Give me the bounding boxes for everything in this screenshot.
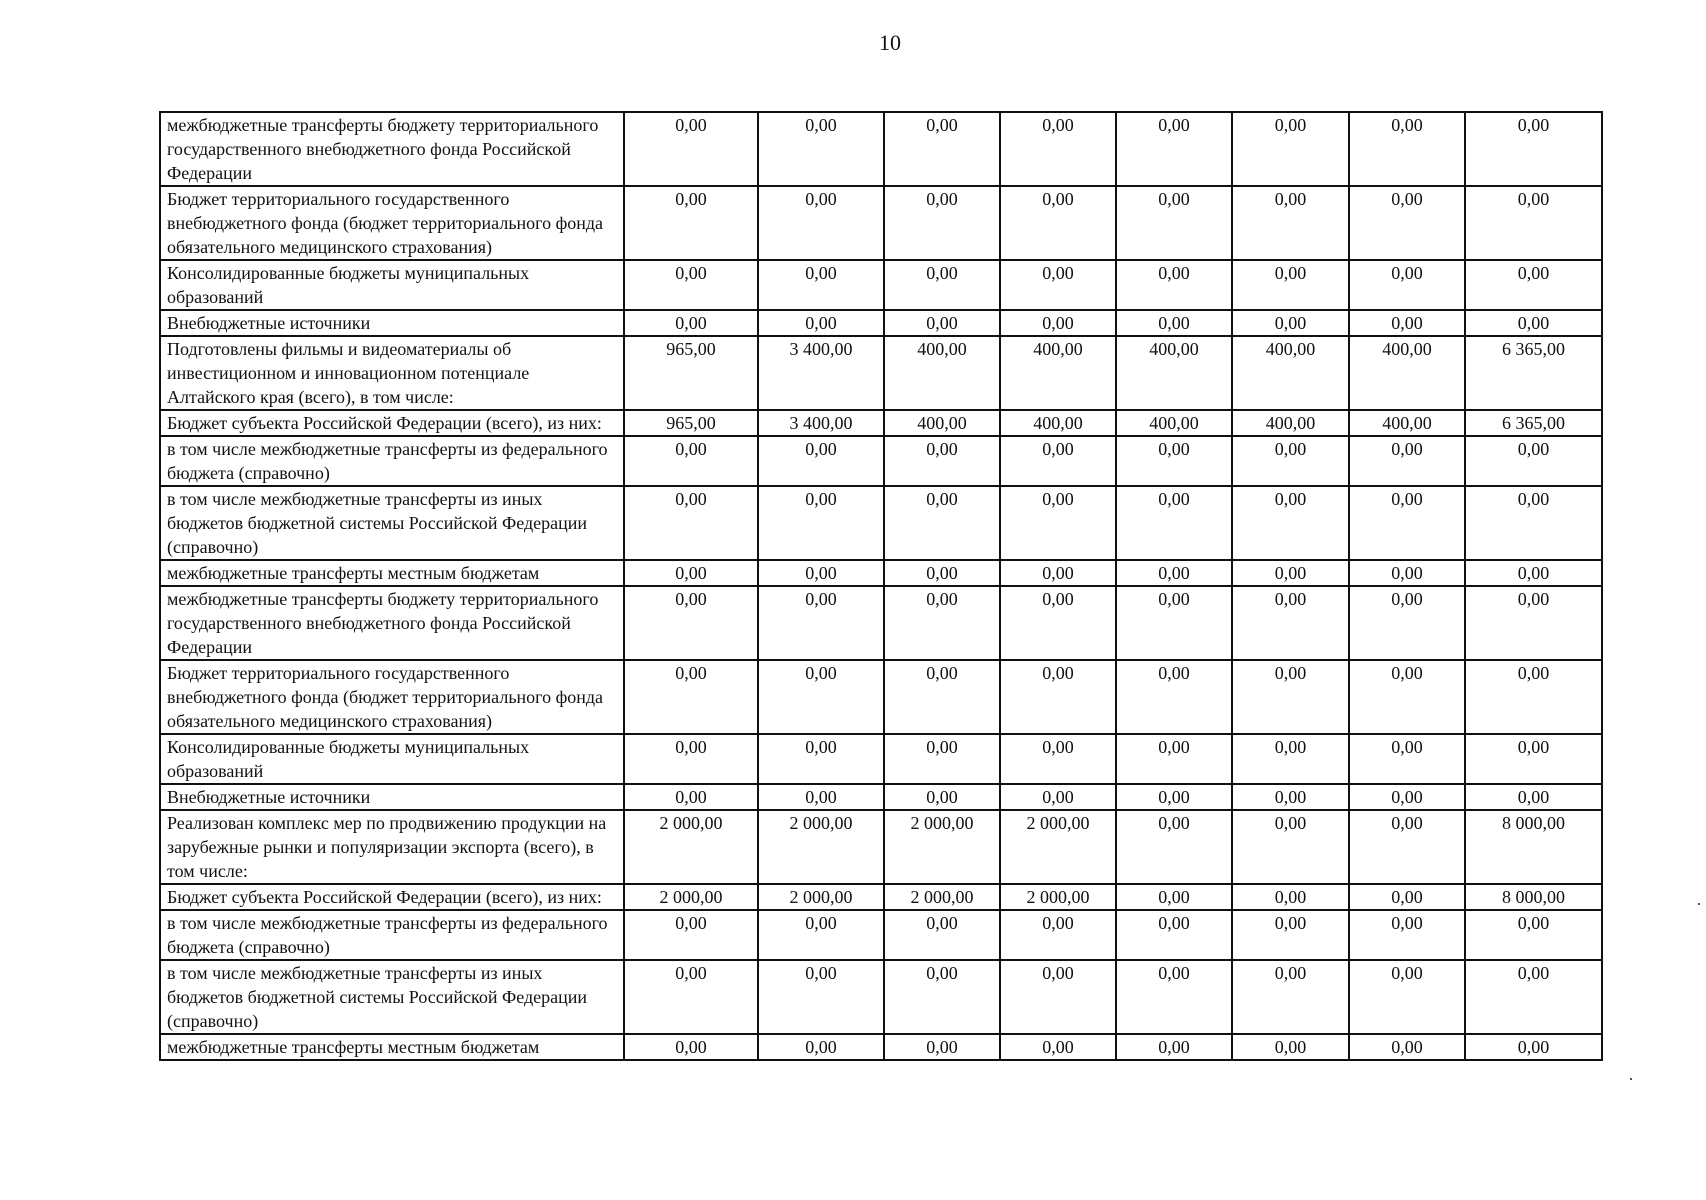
value-cell: 0,00: [1349, 660, 1465, 734]
value-cell: 0,00: [1000, 586, 1116, 660]
value-cell: 2 000,00: [884, 884, 1000, 910]
value-cell: 0,00: [1349, 960, 1465, 1034]
row-label: межбюджетные трансферты местным бюджетам: [160, 1034, 624, 1060]
value-cell: 0,00: [884, 1034, 1000, 1060]
table-row: [160, 784, 1602, 810]
value-cell: 0,00: [884, 734, 1000, 784]
value-cell: 3 400,00: [758, 410, 884, 436]
value-cell: 0,00: [1116, 486, 1232, 560]
value-cell: 0,00: [1116, 112, 1232, 186]
row-label: в том числе межбюджетные трансферты из федерального бюджета (справочно): [160, 436, 624, 486]
value-cell: 400,00: [1232, 336, 1349, 410]
value-cell: 3 400,00: [758, 336, 884, 410]
value-cell: 0,00: [624, 660, 758, 734]
value-cell: 0,00: [1465, 960, 1602, 1034]
table-row: [160, 112, 1602, 186]
table-body: [160, 112, 1602, 1060]
value-cell: 0,00: [624, 486, 758, 560]
value-cell: 0,00: [884, 560, 1000, 586]
value-cell: 0,00: [758, 960, 884, 1034]
row-label: межбюджетные трансферты бюджету территориального государственного внебюджетного фонда Российской Федерации: [160, 112, 624, 186]
value-cell: 0,00: [624, 260, 758, 310]
value-cell: 0,00: [1349, 784, 1465, 810]
value-cell: 400,00: [884, 336, 1000, 410]
value-cell: 400,00: [1349, 336, 1465, 410]
row-label: в том числе межбюджетные трансферты из федерального бюджета (справочно): [160, 910, 624, 960]
table-row: [160, 960, 1602, 1034]
value-cell: 0,00: [1349, 310, 1465, 336]
table-row: [160, 734, 1602, 784]
value-cell: 0,00: [758, 1034, 884, 1060]
table-row: [160, 260, 1602, 310]
table-row: [160, 486, 1602, 560]
scan-speck: [1630, 1078, 1632, 1080]
value-cell: 0,00: [624, 310, 758, 336]
value-cell: 0,00: [1349, 186, 1465, 260]
value-cell: 0,00: [1349, 734, 1465, 784]
value-cell: 6 365,00: [1465, 410, 1602, 436]
value-cell: 0,00: [1232, 910, 1349, 960]
value-cell: 0,00: [624, 560, 758, 586]
row-label: Бюджет территориального государственного внебюджетного фонда (бюджет территориального фонда обязательного медицинского страхования): [160, 186, 624, 260]
table-row: [160, 660, 1602, 734]
value-cell: 0,00: [884, 186, 1000, 260]
value-cell: 400,00: [1000, 410, 1116, 436]
value-cell: 0,00: [624, 586, 758, 660]
value-cell: 400,00: [1232, 410, 1349, 436]
value-cell: 0,00: [1465, 186, 1602, 260]
value-cell: 0,00: [1116, 810, 1232, 884]
value-cell: 0,00: [1465, 436, 1602, 486]
value-cell: 0,00: [1116, 660, 1232, 734]
value-cell: 0,00: [1232, 884, 1349, 910]
value-cell: 0,00: [1232, 486, 1349, 560]
value-cell: 0,00: [758, 112, 884, 186]
table-row: [160, 310, 1602, 336]
row-label: межбюджетные трансферты местным бюджетам: [160, 560, 624, 586]
value-cell: 0,00: [884, 260, 1000, 310]
value-cell: 8 000,00: [1465, 810, 1602, 884]
value-cell: 0,00: [884, 784, 1000, 810]
value-cell: 0,00: [758, 486, 884, 560]
value-cell: 0,00: [758, 660, 884, 734]
row-label: Внебюджетные источники: [160, 784, 624, 810]
value-cell: 0,00: [1232, 960, 1349, 1034]
row-label: Бюджет территориального государственного внебюджетного фонда (бюджет территориального фонда обязательного медицинского страхования): [160, 660, 624, 734]
value-cell: 0,00: [624, 910, 758, 960]
value-cell: 0,00: [884, 586, 1000, 660]
value-cell: 2 000,00: [624, 810, 758, 884]
value-cell: 0,00: [1116, 784, 1232, 810]
value-cell: 0,00: [1465, 112, 1602, 186]
value-cell: 0,00: [1465, 560, 1602, 586]
value-cell: 0,00: [758, 310, 884, 336]
value-cell: 0,00: [758, 436, 884, 486]
value-cell: 400,00: [1116, 410, 1232, 436]
table-row: [160, 436, 1602, 486]
value-cell: 0,00: [1465, 910, 1602, 960]
value-cell: 0,00: [1465, 1034, 1602, 1060]
value-cell: 0,00: [624, 734, 758, 784]
value-cell: 0,00: [1232, 586, 1349, 660]
value-cell: 2 000,00: [758, 810, 884, 884]
value-cell: 0,00: [1000, 486, 1116, 560]
value-cell: 965,00: [624, 336, 758, 410]
value-cell: 0,00: [758, 560, 884, 586]
table-row: [160, 810, 1602, 884]
value-cell: 0,00: [1465, 660, 1602, 734]
row-label: Бюджет субъекта Российской Федерации (всего), из них:: [160, 884, 624, 910]
value-cell: 0,00: [1465, 586, 1602, 660]
value-cell: 0,00: [1000, 436, 1116, 486]
value-cell: 0,00: [1000, 960, 1116, 1034]
value-cell: 0,00: [1232, 734, 1349, 784]
budget-table: [159, 111, 1603, 1061]
value-cell: 0,00: [1465, 310, 1602, 336]
table-row: [160, 186, 1602, 260]
value-cell: 0,00: [1116, 884, 1232, 910]
table-row: [160, 560, 1602, 586]
value-cell: 0,00: [1116, 586, 1232, 660]
value-cell: 0,00: [1465, 784, 1602, 810]
value-cell: 0,00: [1465, 260, 1602, 310]
value-cell: 2 000,00: [1000, 884, 1116, 910]
value-cell: 0,00: [1349, 910, 1465, 960]
value-cell: 2 000,00: [884, 810, 1000, 884]
value-cell: 0,00: [624, 112, 758, 186]
value-cell: 0,00: [1349, 586, 1465, 660]
value-cell: 0,00: [1000, 784, 1116, 810]
row-label: Бюджет субъекта Российской Федерации (всего), из них:: [160, 410, 624, 436]
table-row: [160, 586, 1602, 660]
table-row: [160, 910, 1602, 960]
value-cell: 0,00: [1116, 1034, 1232, 1060]
value-cell: 0,00: [884, 910, 1000, 960]
value-cell: 0,00: [1000, 910, 1116, 960]
value-cell: 0,00: [1232, 660, 1349, 734]
value-cell: 0,00: [1232, 784, 1349, 810]
row-label: в том числе межбюджетные трансферты из иных бюджетов бюджетной системы Российской Федерации (справочно): [160, 960, 624, 1034]
value-cell: 0,00: [624, 1034, 758, 1060]
value-cell: 0,00: [1000, 734, 1116, 784]
row-label: Консолидированные бюджеты муниципальных образований: [160, 260, 624, 310]
value-cell: 0,00: [1349, 1034, 1465, 1060]
value-cell: 0,00: [1232, 436, 1349, 486]
value-cell: 0,00: [1000, 186, 1116, 260]
value-cell: 0,00: [1465, 734, 1602, 784]
value-cell: 0,00: [884, 112, 1000, 186]
row-label: Внебюджетные источники: [160, 310, 624, 336]
value-cell: 0,00: [1349, 560, 1465, 586]
value-cell: 0,00: [758, 784, 884, 810]
table-row: [160, 884, 1602, 910]
value-cell: 0,00: [1232, 310, 1349, 336]
value-cell: 2 000,00: [758, 884, 884, 910]
value-cell: 0,00: [1349, 436, 1465, 486]
table-row: [160, 1034, 1602, 1060]
table-row: [160, 336, 1602, 410]
value-cell: 0,00: [758, 734, 884, 784]
value-cell: 2 000,00: [1000, 810, 1116, 884]
value-cell: 0,00: [1465, 486, 1602, 560]
value-cell: 0,00: [1000, 560, 1116, 586]
value-cell: 0,00: [1349, 810, 1465, 884]
value-cell: 0,00: [624, 436, 758, 486]
value-cell: 0,00: [884, 960, 1000, 1034]
value-cell: 0,00: [1232, 186, 1349, 260]
value-cell: 0,00: [1116, 436, 1232, 486]
value-cell: 400,00: [1349, 410, 1465, 436]
value-cell: 400,00: [1000, 336, 1116, 410]
value-cell: 0,00: [1349, 486, 1465, 560]
value-cell: 0,00: [1000, 112, 1116, 186]
value-cell: 0,00: [624, 784, 758, 810]
row-label: Реализован комплекс мер по продвижению продукции на зарубежные рынки и популяризации экспорта (всего), в том числе:: [160, 810, 624, 884]
value-cell: 400,00: [884, 410, 1000, 436]
value-cell: 400,00: [1116, 336, 1232, 410]
row-label: в том числе межбюджетные трансферты из иных бюджетов бюджетной системы Российской Федерации (справочно): [160, 486, 624, 560]
row-label: Консолидированные бюджеты муниципальных образований: [160, 734, 624, 784]
value-cell: 0,00: [884, 436, 1000, 486]
value-cell: 0,00: [1232, 810, 1349, 884]
value-cell: 0,00: [1349, 112, 1465, 186]
value-cell: 0,00: [1000, 1034, 1116, 1060]
value-cell: 0,00: [1000, 660, 1116, 734]
value-cell: 0,00: [1116, 960, 1232, 1034]
value-cell: 0,00: [1232, 260, 1349, 310]
value-cell: 0,00: [1000, 260, 1116, 310]
value-cell: 0,00: [1232, 1034, 1349, 1060]
value-cell: 0,00: [624, 960, 758, 1034]
value-cell: 0,00: [1116, 910, 1232, 960]
value-cell: 0,00: [1116, 560, 1232, 586]
value-cell: 0,00: [758, 586, 884, 660]
value-cell: 0,00: [1349, 260, 1465, 310]
value-cell: 2 000,00: [624, 884, 758, 910]
value-cell: 0,00: [1232, 112, 1349, 186]
value-cell: 0,00: [884, 486, 1000, 560]
table-row: [160, 410, 1602, 436]
value-cell: 0,00: [884, 310, 1000, 336]
value-cell: 0,00: [758, 186, 884, 260]
value-cell: 0,00: [1349, 884, 1465, 910]
value-cell: 0,00: [1116, 260, 1232, 310]
value-cell: 0,00: [1232, 560, 1349, 586]
value-cell: 965,00: [624, 410, 758, 436]
row-label: Подготовлены фильмы и видеоматериалы об инвестиционном и инновационном потенциале Алтайского края (всего), в том числе:: [160, 336, 624, 410]
value-cell: 0,00: [624, 186, 758, 260]
value-cell: 0,00: [1116, 310, 1232, 336]
row-label: межбюджетные трансферты бюджету территориального государственного внебюджетного фонда Российской Федерации: [160, 586, 624, 660]
scan-speck: [1698, 903, 1700, 905]
value-cell: 0,00: [1116, 734, 1232, 784]
value-cell: 0,00: [758, 260, 884, 310]
page-number: 10: [879, 30, 901, 55]
value-cell: 0,00: [1116, 186, 1232, 260]
value-cell: 8 000,00: [1465, 884, 1602, 910]
value-cell: 0,00: [1000, 310, 1116, 336]
value-cell: 6 365,00: [1465, 336, 1602, 410]
value-cell: 0,00: [884, 660, 1000, 734]
value-cell: 0,00: [758, 910, 884, 960]
